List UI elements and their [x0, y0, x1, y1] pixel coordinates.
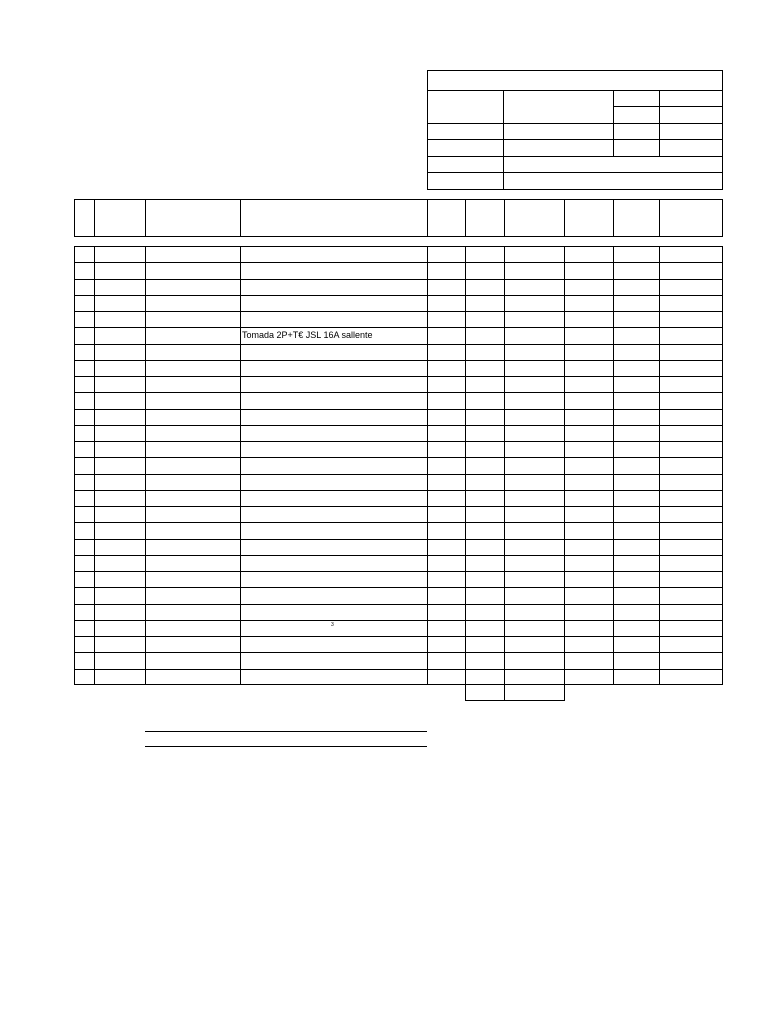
header-rule	[659, 90, 660, 156]
header-column-divider	[659, 199, 660, 237]
header-column-divider	[613, 199, 614, 237]
totals-frame	[465, 684, 565, 701]
header-column-divider	[564, 199, 565, 237]
header-rule	[503, 90, 504, 190]
row-separator	[74, 295, 723, 296]
row-separator	[74, 506, 723, 507]
row-separator	[74, 555, 723, 556]
header-rule	[427, 172, 723, 173]
row-separator	[74, 490, 723, 491]
row-separator	[74, 441, 723, 442]
row-separator	[74, 457, 723, 458]
header-column-divider	[94, 199, 95, 237]
row-separator	[74, 360, 723, 361]
header-column-divider	[240, 199, 241, 237]
row-separator	[74, 262, 723, 263]
row-separator	[74, 636, 723, 637]
totals-divider	[504, 684, 505, 701]
row-separator	[74, 344, 723, 345]
row-separator	[74, 376, 723, 377]
row-separator	[74, 571, 723, 572]
table-header-frame	[74, 199, 723, 237]
header-column-divider	[504, 199, 505, 237]
header-rule	[427, 123, 723, 124]
row-separator	[74, 620, 723, 621]
header-column-divider	[465, 199, 466, 237]
row-separator	[74, 311, 723, 312]
row-separator	[74, 425, 723, 426]
header-column-divider	[145, 199, 146, 237]
row-separator	[74, 669, 723, 670]
header-column-divider	[427, 199, 428, 237]
row-separator	[74, 409, 723, 410]
row-separator	[74, 392, 723, 393]
header-rule	[613, 106, 723, 107]
item-description-cell: Tomada 2P+T€ JSL 16A sallente	[242, 330, 373, 340]
header-rule	[427, 139, 723, 140]
row-separator	[74, 474, 723, 475]
row-separator	[74, 327, 723, 328]
header-rule	[613, 90, 614, 156]
row-separator	[74, 522, 723, 523]
row-separator	[74, 539, 723, 540]
header-rule	[427, 90, 723, 91]
row-separator	[74, 604, 723, 605]
row-separator	[74, 587, 723, 588]
header-rule	[427, 156, 723, 157]
row-separator	[74, 652, 723, 653]
row-separator	[74, 279, 723, 280]
signature-line	[145, 746, 427, 747]
item-mark: 3	[331, 622, 334, 628]
signature-line	[145, 731, 427, 732]
